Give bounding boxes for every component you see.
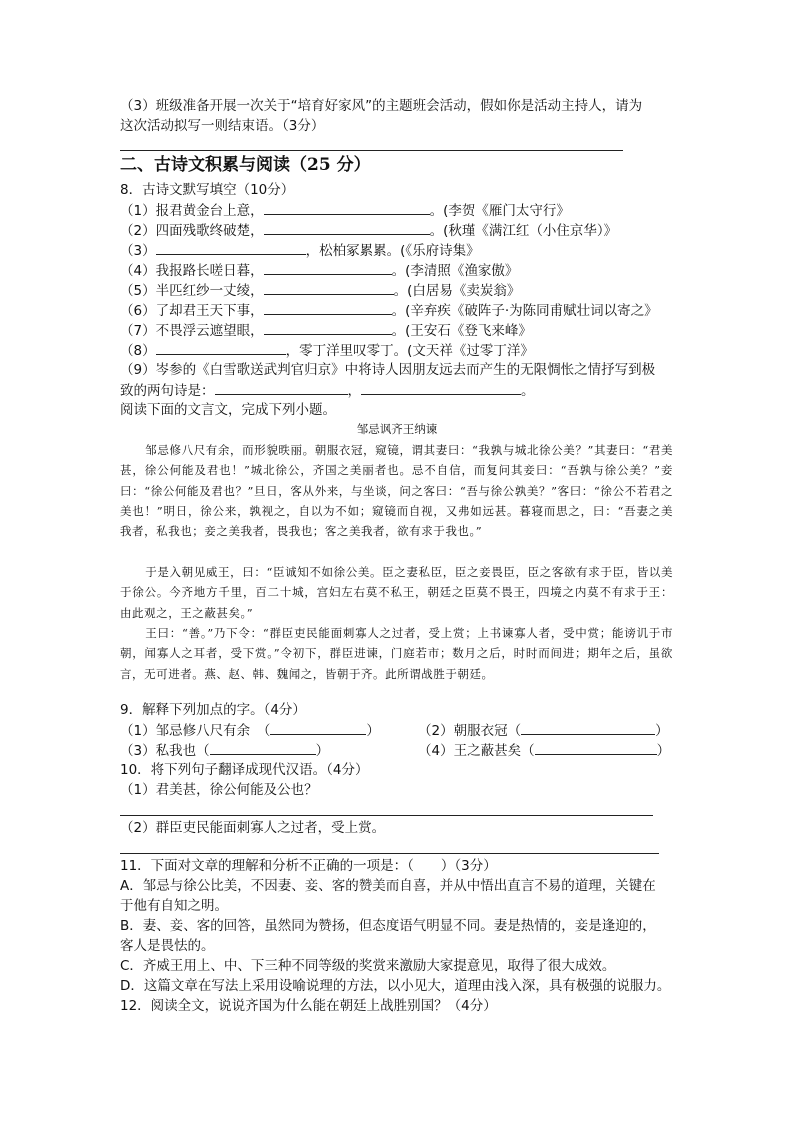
q8-item-3-text: （3） (120, 243, 156, 259)
q11-option-a-line1: A．邹忌与徐公比美，不因妻、妾、客的赞美而自喜，并从中悟出直言不易的道理，关键在 (120, 878, 656, 894)
q10-item-2-answer-line[interactable] (120, 853, 659, 854)
q3-prompt-line2: 这次活动拟写一则结束语。（3分） (120, 118, 325, 134)
q12-title: 12．阅读全文，说说齐国为什么能在朝廷上战胜别国？（4分） (120, 998, 497, 1014)
passage-paragraph-1: 邹忌修八尺有余，而形貌昳丽。朝服衣冠，窥镜，谓其妻曰：“我孰与城北徐公美？”其妻曰：“君美甚，徐公何能及君也！”城北徐公，齐国之美丽者也。忌不自信，而复问其妾曰：“吾孰与徐公美？”妾曰：“徐公何能及君也？”旦日，客从外来，与坐谈，问之客曰：“吾与徐公孰美？”客曰：“徐公不若君之美也！”明日，徐公来，孰视之，自以为不如；窥镜而自视，又弗如远甚。暮寝而思之，曰：“吾妻之美我者，私我也；妾之美我者，畏我也；客之美我者，欲有求于我也。” (120, 443, 673, 539)
q9-item-1 (120, 720, 380, 741)
q10-item-1: （1）君美甚，徐公何能及公也？ (120, 782, 318, 798)
q8-item-1-blank[interactable] (264, 200, 430, 215)
q8-item-9-line1: （9）岑参的《白雪歌送武判官归京》中将诗人因朋友远去而产生的无限惆怅之情抒写到极 (120, 362, 656, 378)
q8-item-6-blank[interactable] (264, 300, 392, 315)
q8-item-2-text: （2）四面残歌终破楚， (120, 223, 264, 239)
q9-item-4-blank[interactable] (535, 740, 657, 755)
section-heading: 二、古诗文积累与阅读（25 分） (120, 155, 371, 175)
q9-item-2-blank[interactable] (521, 720, 655, 735)
q8-item-7-blank[interactable] (264, 320, 392, 335)
q8-item-5 (120, 280, 520, 301)
q9-item-4-close: ） (656, 743, 671, 759)
q9-item-2 (418, 720, 669, 741)
passage-paragraph-2: 于是入朝见威王，曰：“臣诚知不如徐公美。臣之妻私臣，臣之妾畏臣，臣之客欲有求于臣，皆以美于徐公。今齐地方千里，百二十城，宫妇左右莫不私王，朝廷之臣莫不畏王，四境之内莫不有求于王：由此观之，王之蔽甚矣。” (120, 565, 673, 620)
q8-item-4-source: 。(李清照《渔家傲》 (391, 263, 519, 279)
q11-option-b-line2: 客人是畏怯的。 (120, 938, 215, 954)
q8-item-9-comma: ， (347, 383, 361, 399)
q8-item-9-blank-2[interactable] (361, 380, 521, 395)
q8-item-1-source: 。(李贺《雁门太守行》 (429, 203, 570, 219)
q9-item-3-close: ） (315, 743, 330, 759)
q9-item-1-close: ） (366, 723, 380, 739)
q8-item-9-blank-1[interactable] (215, 380, 348, 395)
q8-item-4-blank[interactable] (264, 260, 392, 275)
q3-answer-line[interactable] (120, 150, 623, 151)
q8-item-2-blank[interactable] (264, 220, 430, 235)
q11-option-a-line2: 于他有自知之明。 (120, 898, 228, 914)
q11-option-c: C．齐威王用上、中、下三种不同等级的奖赏来激励大家提意见，取得了很大成效。 (120, 958, 616, 974)
passage-title: 邹忌讽齐王纳谏 (356, 422, 438, 436)
q9-item-3-blank[interactable] (210, 740, 316, 755)
q3-prompt-line1: （3）班级准备开展一次关于“培育好家风”的主题班会活动，假如你是活动主持人，请为 (120, 98, 643, 114)
q11-title: 11．下面对文章的理解和分析不正确的一项是：（ ）（3分） (120, 858, 497, 874)
q8-item-2-source: 。(秋瑾《满江红（小住京华）》 (429, 223, 618, 239)
q8-item-9-line2 (120, 380, 535, 401)
q8-item-7 (120, 320, 532, 341)
q8-item-3 (120, 240, 480, 261)
q10-title: 10．将下列句子翻译成现代汉语。（4分） (120, 762, 369, 778)
q8-item-9-period: 。 (521, 383, 535, 399)
q8-item-3-source: ，松柏冢累累。(《乐府诗集》 (305, 243, 480, 259)
q9-title: 9．解释下列加点的字。（4分） (120, 702, 306, 718)
q8-item-5-blank[interactable] (264, 280, 394, 295)
q11-option-b-line1: B．妻、妾、客的回答，虽然同为赞扬，但态度语气明显不同。妻是热情的，妾是逢迎的， (120, 918, 656, 934)
q8-item-8-blank[interactable] (156, 340, 286, 355)
q9-item-3 (120, 740, 329, 761)
q8-title: 8．古诗文默写填空（10分） (120, 182, 295, 198)
q8-item-1-text: （1）报君黄金台上意， (120, 203, 264, 219)
q8-item-6-text: （6）了却君王天下事， (120, 303, 264, 319)
q8-item-5-source: 。(白居易《卖炭翁》 (393, 283, 521, 299)
q8-item-1 (120, 200, 570, 221)
q9-item-2-text: （2）朝服衣冠（ (418, 723, 522, 739)
q8-item-4-text: （4）我报路长嗟日暮， (120, 263, 264, 279)
q10-item-2: （2）群臣吏民能面刺寡人之过者，受上赏。 (120, 820, 386, 836)
q9-item-4-text: （4）王之蔽甚矣（ (418, 743, 535, 759)
q8-item-8 (120, 340, 534, 361)
q8-item-6 (120, 300, 658, 321)
q8-item-2 (120, 220, 617, 241)
q8-item-5-text: （5）半匹红纱一丈绫， (120, 283, 264, 299)
q9-item-2-close: ） (655, 723, 669, 739)
q11-option-d: D．这篇文章在写法上采用设喻说理的方法，以小见大，道理由浅入深，具有极强的说服力。 (120, 978, 671, 994)
q9-item-1-text: （1）邹忌修八尺有余 （ (120, 723, 271, 739)
q8-item-9-text: 致的两句诗是： (120, 383, 215, 399)
q8-item-3-blank[interactable] (156, 240, 306, 255)
q9-item-1-blank[interactable] (270, 720, 366, 735)
q10-item-1-answer-line[interactable] (120, 815, 653, 816)
reading-instruction: 阅读下面的文言文，完成下列小题。 (120, 402, 336, 418)
q9-item-3-text: （3）私我也（ (120, 743, 210, 759)
q8-item-7-source: 。(王安石《登飞来峰》 (391, 323, 532, 339)
passage-paragraph-3: 王曰：“善。”乃下令：“群臣吏民能面刺寡人之过者，受上赏；上书谏寡人者，受中赏；能谤讥于市朝，闻寡人之耳者，受下赏。”令初下，群臣进谏，门庭若市；数月之后，时时而间进；期年之后，虽欲言，无可进者。燕、赵、韩、魏闻之，皆朝于齐。此所谓战胜于朝廷。 (120, 626, 673, 681)
q8-item-6-source: 。(辛弃疾《破阵子·为陈同甫赋壮词以寄之》 (391, 303, 658, 319)
q8-item-8-text: （8） (120, 343, 156, 359)
q8-item-8-source: ，零丁洋里叹零丁。(文天祥《过零丁洋》 (285, 343, 534, 359)
q8-item-7-text: （7）不畏浮云遮望眼， (120, 323, 264, 339)
q9-item-4 (418, 740, 670, 761)
q8-item-4 (120, 260, 518, 281)
